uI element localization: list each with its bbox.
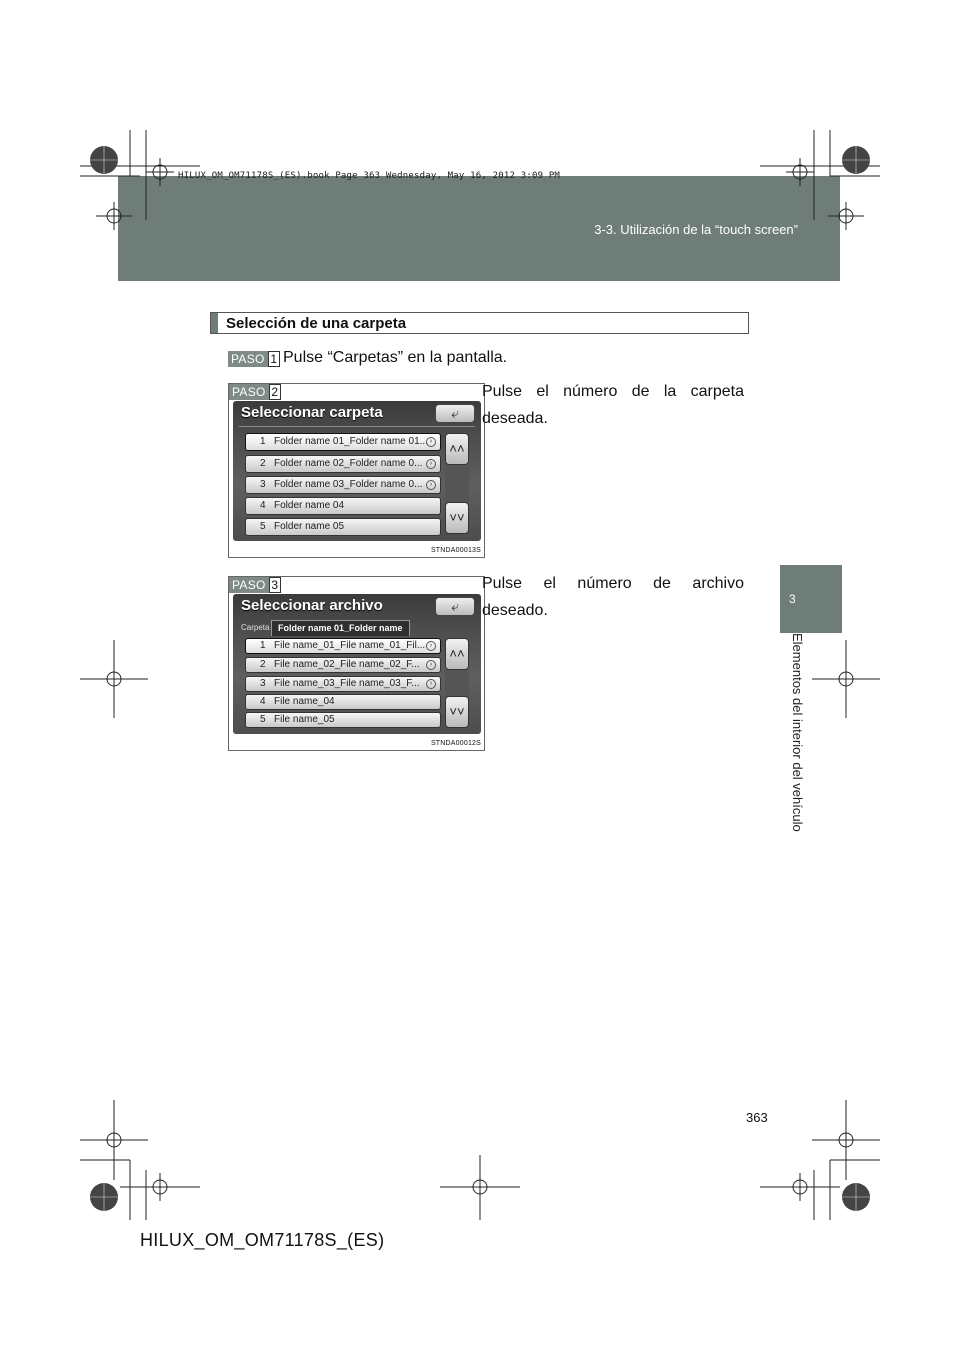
chevron-right-icon[interactable]: › bbox=[426, 459, 436, 469]
scroll-up-icon[interactable]: ˄˄ bbox=[445, 433, 469, 465]
row-number: 3 bbox=[260, 678, 266, 689]
row-number: 1 bbox=[260, 640, 266, 651]
row-name: Folder name 02_Folder name 0... bbox=[274, 458, 423, 469]
row-number: 2 bbox=[260, 458, 266, 469]
row-name: Folder name 03_Folder name 0... bbox=[274, 479, 423, 490]
step-badge-number: 3 bbox=[269, 577, 281, 593]
page-number: 363 bbox=[746, 1110, 768, 1125]
figure-code: STNDA00012S bbox=[430, 740, 481, 747]
scroll-down-icon[interactable]: ˅˅ bbox=[445, 696, 469, 728]
row-name: Folder name 01_Folder name 01... bbox=[274, 436, 428, 447]
chapter-number: 3 bbox=[789, 592, 796, 606]
return-arrow-icon[interactable]: ⤶ bbox=[435, 597, 475, 616]
chevron-right-icon[interactable]: › bbox=[426, 679, 436, 689]
row-number: 5 bbox=[260, 521, 266, 532]
row-name: Folder name 05 bbox=[274, 521, 345, 532]
row-number: 5 bbox=[260, 714, 266, 725]
step-badge-label: PASO bbox=[229, 577, 269, 593]
figure-code: STNDA00013S bbox=[430, 547, 481, 554]
section-title: Selección de una carpeta bbox=[226, 315, 407, 332]
row-number: 4 bbox=[260, 500, 266, 511]
chevron-right-icon[interactable]: › bbox=[426, 660, 436, 670]
row-name: File name_03_File name_03_F... bbox=[274, 678, 420, 689]
step-badge-label: PASO bbox=[229, 384, 269, 400]
scroll-down-icon[interactable]: ˅˅ bbox=[445, 502, 469, 534]
chevron-right-icon[interactable]: › bbox=[426, 641, 436, 651]
step-3-text: Pulse el número de archivo deseado. bbox=[482, 575, 744, 619]
screen-title: Seleccionar archivo bbox=[241, 597, 383, 614]
step-badge-label: PASO bbox=[228, 351, 268, 367]
return-arrow-icon[interactable]: ⤶ bbox=[435, 404, 475, 423]
scroll-up-icon[interactable]: ˄˄ bbox=[445, 638, 469, 670]
row-name: Folder name 04 bbox=[274, 500, 345, 511]
running-section-heading: 3-3. Utilización de la “touch screen” bbox=[594, 222, 798, 237]
step-1-text: Pulse “Carpetas” en la pantalla. bbox=[283, 349, 508, 366]
folder-value: Folder name 01_Folder name bbox=[271, 620, 410, 636]
step-badge-number: 2 bbox=[269, 384, 281, 400]
screen-title: Seleccionar carpeta bbox=[241, 404, 383, 421]
step-2-text: Pulse el número de la carpeta deseada. bbox=[482, 383, 744, 427]
chapter-title: Elementos del interior del vehículo bbox=[790, 633, 805, 832]
step-badge-number: 1 bbox=[268, 351, 280, 367]
row-number: 2 bbox=[260, 659, 266, 670]
folder-label: Carpeta bbox=[241, 623, 270, 632]
book-info-line: HILUX_OM_OM71178S_(ES).book Page 363 Wednesday, May 16, 2012 3:09 PM bbox=[178, 171, 561, 181]
chevron-right-icon[interactable]: › bbox=[426, 480, 436, 490]
row-number: 1 bbox=[260, 436, 266, 447]
row-name: File name_02_File name_02_F... bbox=[274, 659, 420, 670]
row-number: 4 bbox=[260, 696, 266, 707]
row-name: File name_04 bbox=[274, 696, 335, 707]
row-name: File name_01_File name_01_Fil... bbox=[274, 640, 426, 651]
row-number: 3 bbox=[260, 479, 266, 490]
chevron-right-icon[interactable]: › bbox=[426, 437, 436, 447]
document-code: HILUX_OM_OM71178S_(ES) bbox=[140, 1230, 385, 1250]
row-name: File name_05 bbox=[274, 714, 335, 725]
